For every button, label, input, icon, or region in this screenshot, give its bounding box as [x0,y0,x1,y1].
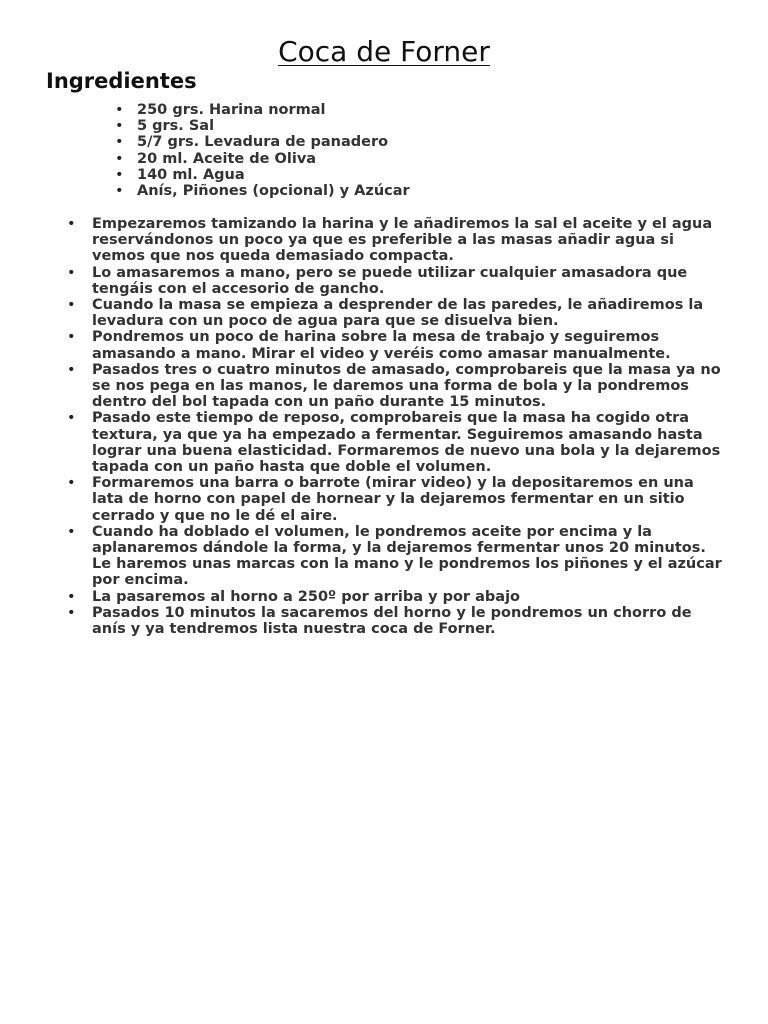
ingredients-heading: Ingredientes [46,69,197,93]
ingredient-item: • 20 ml. Aceite de Oliva [137,151,410,167]
step-item: • La pasaremos al horno a 250º por arriba y por abajo [92,589,727,605]
step-item: • Cuando ha doblado el volumen, le pondremos aceite por encima y la aplanaremos dándole la forma, y la dejaremos fermentar unos 20 minutos. Le haremos unas marcas con la mano y le pondremos los piñones y el azúcar por encima. [92,524,727,589]
step-item: • Formaremos una barra o barrote (mirar video) y la depositaremos en una lata de horno con papel de hornear y la dejaremos fermentar en un sitio cerrado y que no le dé el aire. [92,475,727,524]
ingredient-item: • Anís, Piñones (opcional) y Azúcar [137,183,410,199]
step-item: • Lo amasaremos a mano, pero se puede utilizar cualquier amasadora que tengáis con el accesorio de gancho. [92,265,727,297]
step-item: • Pasados 10 minutos la sacaremos del horno y le pondremos un chorro de anís y ya tendremos lista nuestra coca de Forner. [92,605,727,637]
steps-list [92,216,727,637]
ingredient-item: • 5 grs. Sal [137,118,410,134]
ingredient-item: • 5/7 grs. Levadura de panadero [137,134,410,150]
step-item: • Cuando la masa se empieza a desprender de las paredes, le añadiremos la levadura con un poco de agua para que se disuelva bien. [92,297,727,329]
ingredients-list [137,102,410,199]
step-item: • Pasado este tiempo de reposo, comprobareis que la masa ha cogido otra textura, ya que ya ha empezado a fermentar. Seguiremos amasando hasta lograr una buena elasticidad. Formaremos de nuevo una bola y la dejaremos tapada con un paño hasta que doble el volumen. [92,410,727,475]
step-item: • Pondremos un poco de harina sobre la mesa de trabajo y seguiremos amasando a mano. Mirar el video y veréis como amasar manualmente. [92,329,727,361]
step-item: • Empezaremos tamizando la harina y le añadiremos la sal el aceite y el agua reservándonos un poco ya que es preferible a las masas añadir agua si vemos que nos queda demasiado compacta. [92,216,727,265]
ingredient-item: • 250 grs. Harina normal [137,102,410,118]
ingredient-item: • 140 ml. Agua [137,167,410,183]
page-title: Coca de Forner [278,35,490,68]
step-item: • Pasados tres o cuatro minutos de amasado, comprobareis que la masa ya no se nos pega en las manos, le daremos una forma de bola y la pondremos dentro del bol tapada con un paño durante 15 minutos. [92,362,727,411]
